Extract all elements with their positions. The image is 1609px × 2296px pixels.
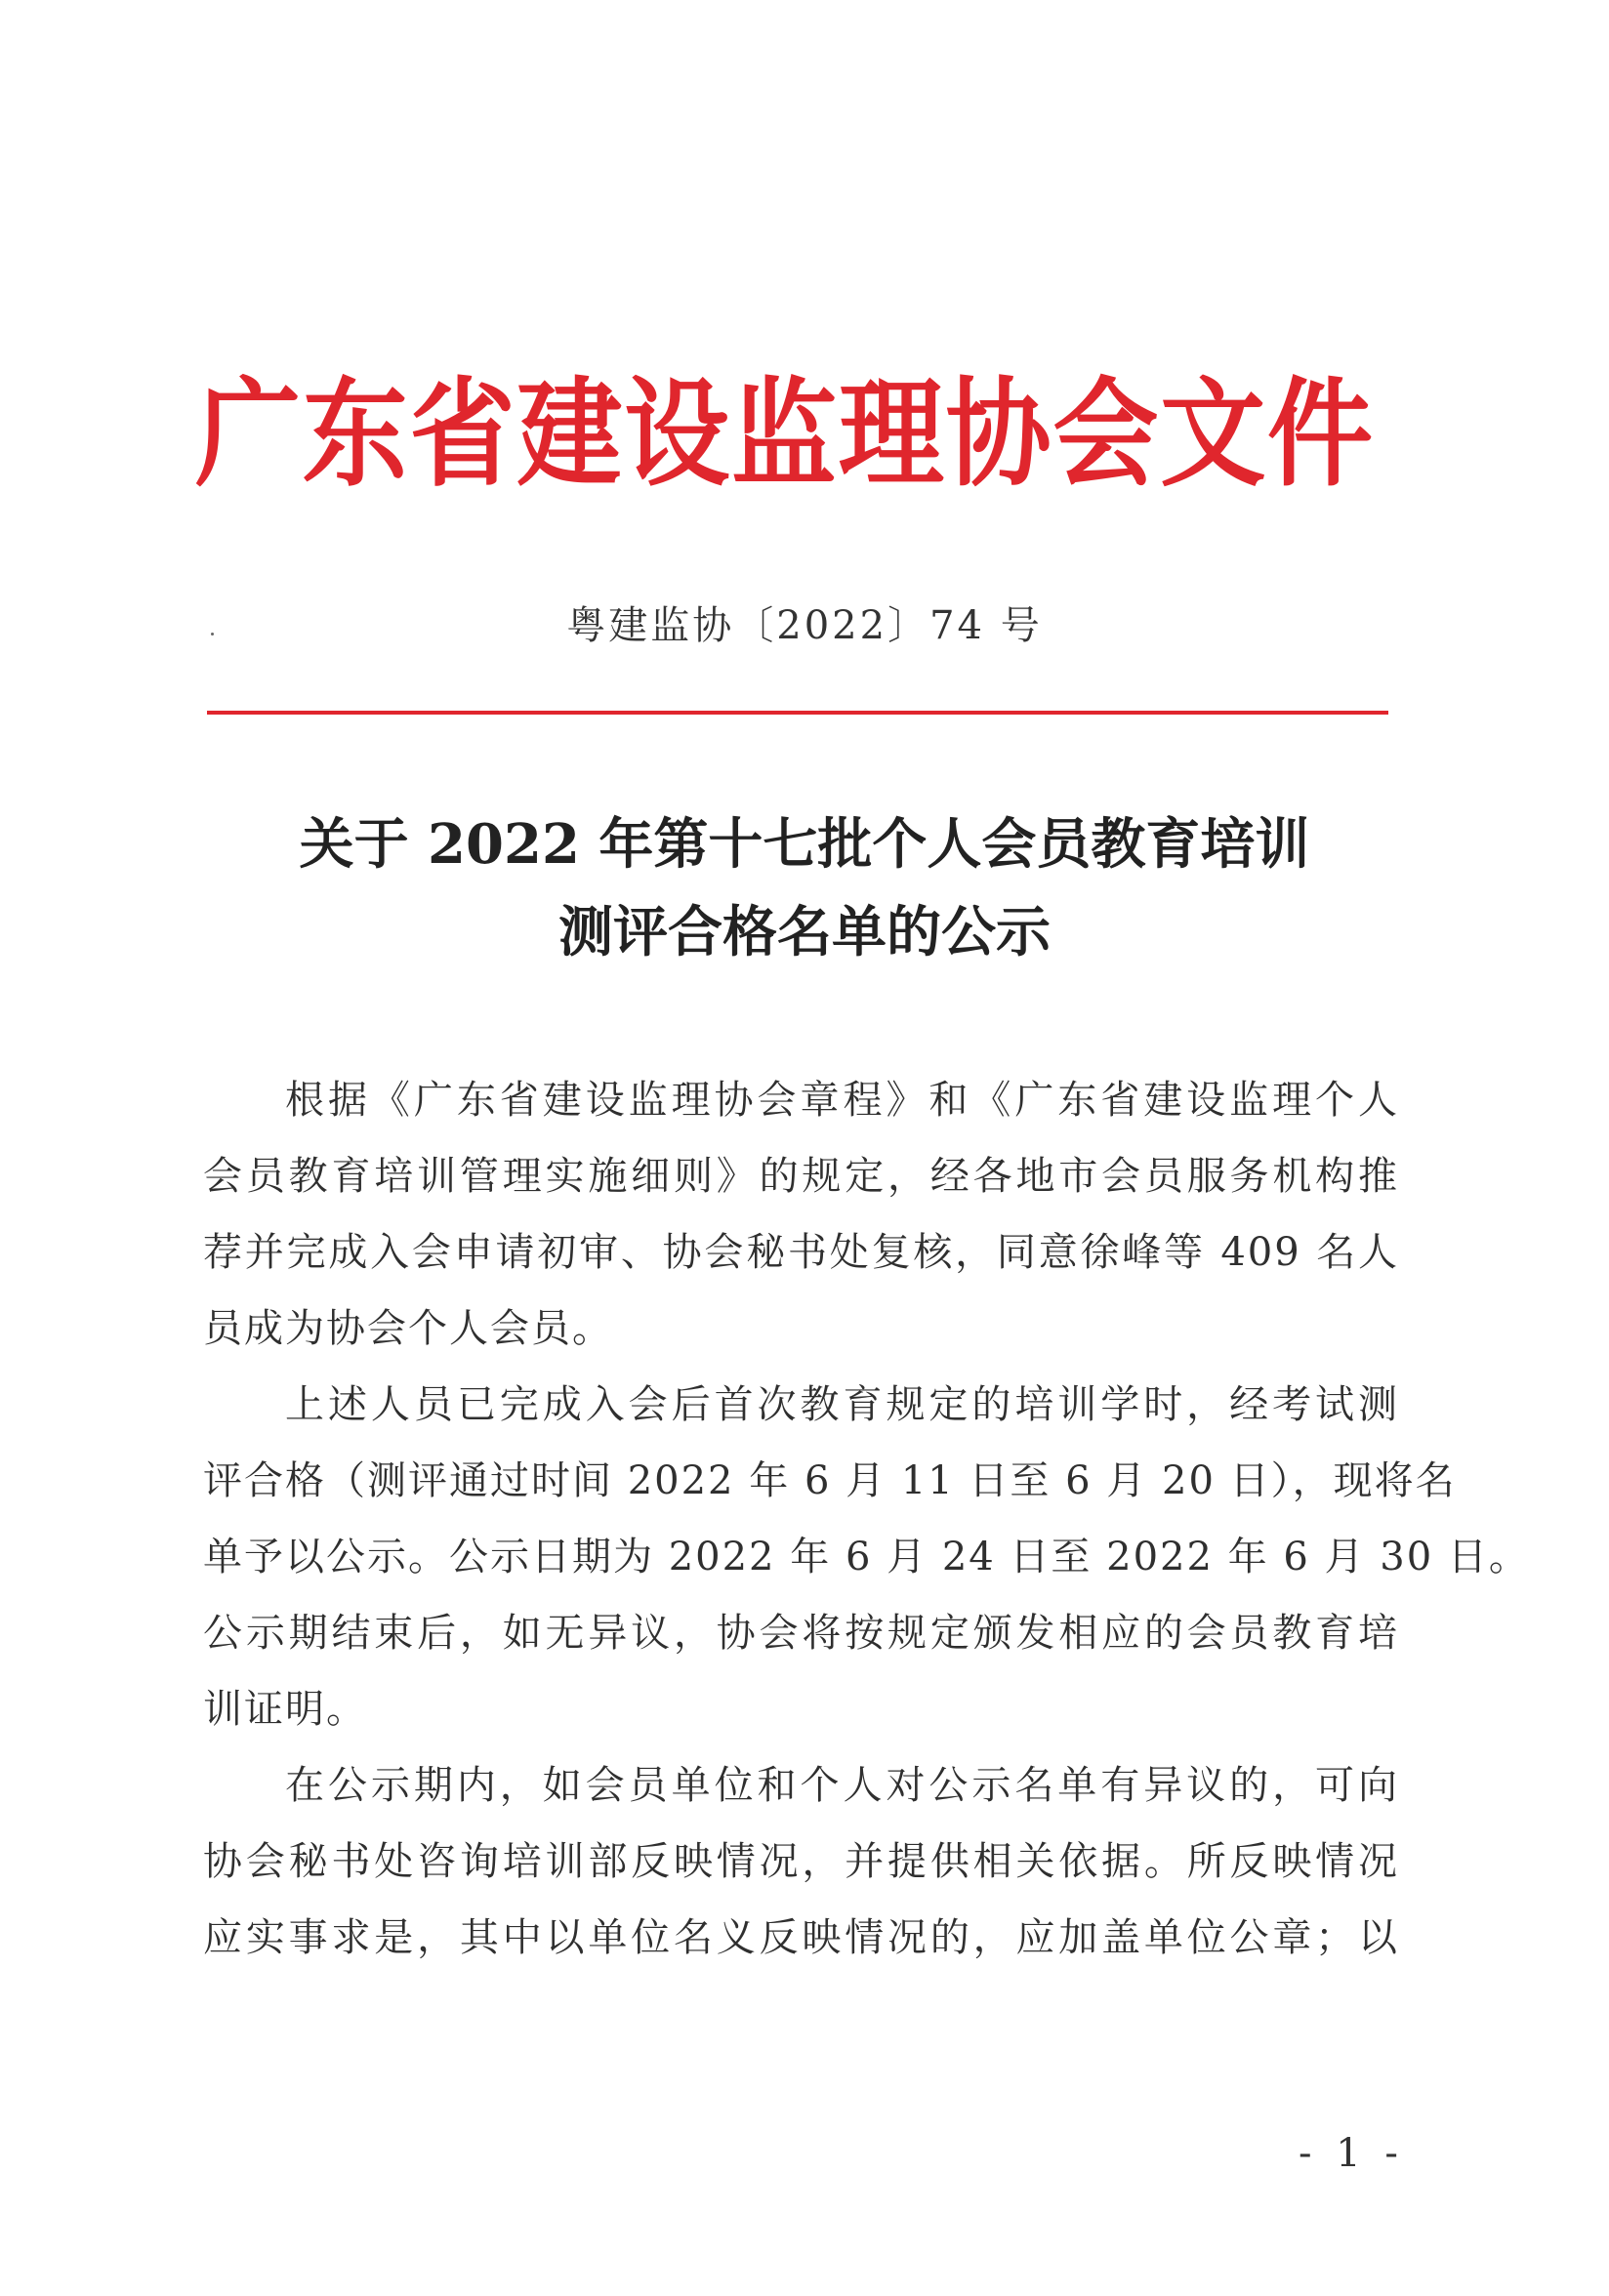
body-line: 会员教育培训管理实施细则》的规定，经各地市会员服务机构推: [203, 1154, 1399, 1199]
notice-title-line-2: 测评合格名单的公示: [558, 900, 1051, 964]
body-line: 单予以公示。公示日期为 2022 年 6 月 24 日至 2022 年 6 月 30 日。: [203, 1535, 1530, 1579]
body-line: 协会秘书处咨询培训部反映情况，并提供相关依据。所反映情况: [203, 1839, 1399, 1884]
page-number: - 1 -: [1299, 2131, 1404, 2176]
red-divider-line: [207, 711, 1388, 715]
body-line: 在公示期内，如会员单位和个人对公示名单有异议的，可向: [285, 1763, 1399, 1808]
notice-title-line-1: 关于 2022 年第十七批个人会员教育培训: [299, 812, 1310, 877]
body-line: 上述人员已完成入会后首次教育规定的培训学时，经考试测: [285, 1382, 1399, 1427]
notice-body: [203, 1062, 1530, 1976]
document-number: 粤建监协〔2022〕74 号: [566, 603, 1043, 648]
body-line: 应实事求是，其中以单位名义反映情况的，应加盖单位公章；以: [203, 1915, 1399, 1960]
body-line: 员成为协会个人会员。: [203, 1306, 613, 1351]
masthead-title: 广东省建设监理协会文件: [195, 365, 1375, 503]
body-line: 根据《广东省建设监理协会章程》和《广东省建设监理个人: [285, 1078, 1399, 1123]
body-line: 荐并完成入会申请初审、协会秘书处复核，同意徐峰等 409 名人: [203, 1230, 1399, 1275]
body-line: 训证明。: [203, 1687, 367, 1732]
body-line: 评合格（测评通过时间 2022 年 6 月 11 日至 6 月 20 日），现将名: [203, 1458, 1457, 1503]
body-line: 公示期结束后，如无异议，协会将按规定颁发相应的会员教育培: [203, 1611, 1399, 1656]
